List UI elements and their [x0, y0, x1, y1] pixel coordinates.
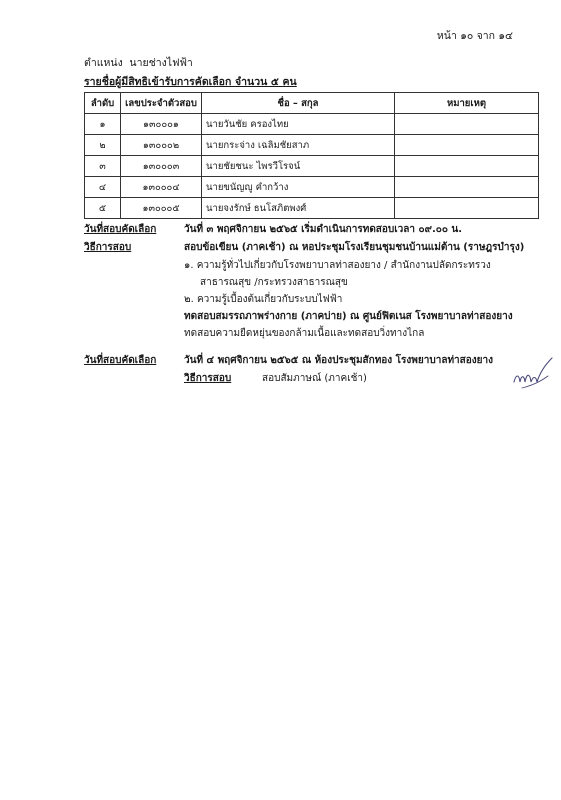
- row-name: นายจงรักษ์ ธนโสภิตพงศ์: [202, 198, 395, 219]
- table-header-row: [85, 93, 539, 114]
- row-note: [395, 156, 539, 177]
- row-exam-id: ๑๓๐๐๐๑: [121, 114, 202, 135]
- table-row: [85, 177, 539, 198]
- column-header-exam-id: เลขประจำตัวสอบ: [121, 93, 202, 114]
- column-header-note: หมายเหตุ: [395, 93, 539, 114]
- row-exam-id: ๑๓๐๐๐๔: [121, 177, 202, 198]
- row-name: นายขนัญญู คำกว้าง: [202, 177, 395, 198]
- position-label: ตำแหน่ง: [84, 57, 123, 69]
- row-note: [395, 177, 539, 198]
- exam1-topic-2: ๒. ความรู้เบื้องต้นเกี่ยวกับระบบไฟฟ้า: [184, 294, 343, 305]
- table-row: [85, 156, 539, 177]
- row-exam-id: ๑๓๐๐๐๕: [121, 198, 202, 219]
- exam1-topic-1: ๑. ความรู้ทั่วไปเกี่ยวกับโรงพยาบาลท่าสองยาง / สำนักงานปลัดกระทรวง: [184, 260, 491, 271]
- row-order: ๑: [85, 114, 121, 135]
- row-note: [395, 114, 539, 135]
- row-order: ๕: [85, 198, 121, 219]
- row-note: [395, 135, 539, 156]
- exam2-date-label: วันที่สอบคัดเลือก: [84, 355, 157, 366]
- row-name: นายกระจ่าง เฉลิมชัยสาภ: [202, 135, 395, 156]
- row-order: ๔: [85, 177, 121, 198]
- exam1-date-text: วันที่ ๓ พฤศจิกายน ๒๕๖๕ เริ่มดำเนินการทดสอบเวลา ๐๙.๐๐ น.: [184, 224, 463, 235]
- exam1-physical-test: ทดสอบสมรรถภาพร่างกาย (ภาคบ่าย) ณ ศูนย์ฟิตเนส โรงพยาบาลท่าสองยาง: [184, 311, 513, 322]
- exam1-topic-1-continued: สาธารณสุข /กระทรวงสาธารณสุข: [200, 277, 348, 288]
- row-exam-id: ๑๓๐๐๐๒: [121, 135, 202, 156]
- row-order: ๓: [85, 156, 121, 177]
- exam2-method-label: วิธีการสอบ: [184, 373, 232, 384]
- exam1-date-label: วันที่สอบคัดเลือก: [84, 224, 157, 235]
- row-name: นายชัยชนะ ไพรวีโรจน์: [202, 156, 395, 177]
- table-row: [85, 135, 539, 156]
- row-order: ๒: [85, 135, 121, 156]
- handwritten-signature: [510, 352, 556, 394]
- page-number: หน้า ๑๐ จาก ๑๔: [436, 30, 513, 42]
- table-row: [85, 198, 539, 219]
- exam1-written-test: สอบข้อเขียน (ภาคเช้า) ณ หอประชุมโรงเรียนชุมชนบ้านแม่ต้าน (ราษฎรบำรุง): [184, 242, 525, 253]
- table-row: [85, 114, 539, 135]
- position-value: นายช่างไฟฟ้า: [129, 57, 193, 69]
- column-header-name: ชื่อ – สกุล: [202, 93, 395, 114]
- row-name: นายวันชัย ครองไทย: [202, 114, 395, 135]
- exam2-method-value: สอบสัมภาษณ์ (ภาคเช้า): [262, 373, 367, 384]
- exam1-method-label: วิธีการสอบ: [84, 242, 132, 253]
- exam2-date-text: วันที่ ๔ พฤศจิกายน ๒๕๖๕ ณ ห้องประชุมสักทอง โรงพยาบาลท่าสองยาง: [184, 355, 493, 366]
- position-line: [84, 54, 193, 71]
- list-title: [84, 73, 297, 90]
- row-note: [395, 198, 539, 219]
- list-title-text: รายชื่อผู้มีสิทธิเข้ารับการคัดเลือก จำนวน ๕ คน: [84, 76, 297, 88]
- column-header-order: ลำดับ: [85, 93, 121, 114]
- exam1-physical-detail: ทดสอบความยืดหยุ่นของกล้ามเนื้อและทดสอบวิ่งทางไกล: [184, 328, 425, 339]
- row-exam-id: ๑๓๐๐๐๓: [121, 156, 202, 177]
- candidate-table: [84, 92, 539, 219]
